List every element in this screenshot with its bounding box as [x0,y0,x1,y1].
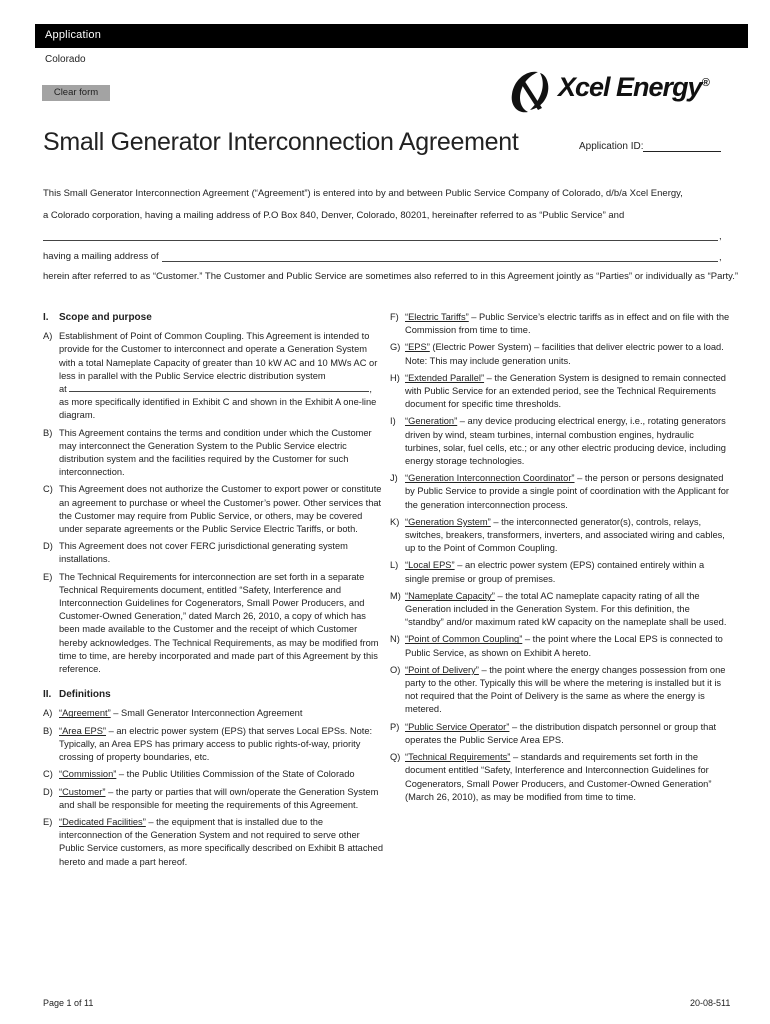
mailing-address-label: having a mailing address of [43,251,159,262]
definition-item [43,707,383,720]
item-label: G) [390,342,401,353]
definition-body: – Small Generator Interconnection Agreement [110,708,303,719]
definition-text [405,372,730,412]
left-column [43,311,383,873]
defined-term: “Generation” [405,416,458,427]
item-label: C) [43,769,53,780]
definition-text [405,751,730,804]
item-label: L) [390,560,399,571]
list-item [43,540,383,566]
definition-body: – Public Service’s electric tariffs as in effect and on file with the Commission from time to time. [405,312,730,336]
section-1-heading: I. Scope and purpose [43,312,152,323]
xcel-swoosh-icon [508,68,554,116]
definition-body: – the Generation System is designed to remain connected with Public Service for an extended period, see the Technical Requirements document for specific time thresholds. [405,372,726,410]
definition-item [390,472,730,512]
definition-body: – the Public Utilities Commission of the State of Colorado [116,769,355,780]
section-2-heading: II. Definitions [43,689,111,701]
item-text: This Agreement does not authorize the Customer to export power or constitute an agreement to purchase or wheel the Customer’s power. Other services that the Customer may require from Public Service, or others, may be covered under separate agreements or the Public Service Electric Tariffs, or both. [59,484,382,535]
definition-text [405,559,730,585]
item-label: K) [390,516,400,527]
definition-body: (Electric Power System) – facilities that deliver electric power to a load. Note: This may include generation units. [405,342,724,366]
state-label: Colorado [45,54,86,65]
form-number: 20-08-511 [690,998,731,1008]
intro-line-2: a Colorado corporation, having a mailing address of P.O Box 840, Denver, Colorado, 80201, hereinafter referred to as “Public Service” and [43,210,625,221]
definition-item [390,633,730,659]
definition-item [390,311,730,337]
definition-body: – any device producing electrical energy, i.e., rotating generators driven by wind, steam turbines, internal combustion engines, hydraulic turbines, solar, fuel cells, etc.; or any other electric producing device, including energy storage technologies. [405,416,726,467]
definition-body: – the party or parties that will own/operate the Generation System and shall be responsible for meeting the requirements of this Agreement. [59,786,379,810]
definition-text [405,516,730,556]
definition-body: – the total AC nameplate capacity rating of all the Generation included in the Generation System. For this definition, the “standby” and/or maximum rated kW capacity on the nameplate shall be used. [405,590,727,628]
defined-term: “Commission” [59,769,117,780]
item-label: P) [390,721,400,732]
brand-name: Xcel Energy® [558,72,709,102]
defined-term: “Dedicated Facilities” [59,816,146,827]
definition-text [405,472,730,512]
item-label: D) [43,786,53,797]
defined-term: “Extended Parallel” [405,372,485,383]
item-label: E) [43,571,53,582]
clear-form-button[interactable]: Clear form [42,85,110,101]
definition-item [390,559,730,585]
definition-item [390,415,730,468]
comma: , [719,231,722,242]
list-item: A) Establishment of Point of Common Coupling. This Agreement is intended to provide for the Customer to interconnect and operate a Generation System with a total Nameplate Capacity of greater than 10 kW AC and 10 MWs AC or less in parallel with the Public Service electric distribution system at , as more specifically identified in Exhibit C and shown in the Exhibit A one-line diagram. [43,331,378,421]
item-label: A) [43,708,53,719]
application-label: Application [45,29,102,41]
defined-term: “Customer” [59,786,106,797]
definition-text [405,415,730,468]
intro-line-4: herein after referred to as “Customer.” The Customer and Public Service are sometimes also referred to in this Agreement jointly as “Parties” or individually as “Party.” [43,271,739,282]
defined-term: “EPS” [405,342,430,353]
list-item [43,427,383,480]
definition-body: – the equipment that is installed due to the interconnection of the Generation System and not required to serve other Public Service customers, as more specifically described on Exhibit B attached hereto and made a part hereof. [59,816,383,867]
item-text: This Agreement does not cover FERC jurisdictional generating system installations. [59,541,348,565]
definition-body: – standards and requirements set forth in the document entitled “Safety, Interference and Interconnection Guidelines for Cogenerators, Small Power Producers, and Customer-Owned Generation” (March 26, 2010), as may be modified from time to time. [405,752,712,802]
definition-text [405,721,730,747]
item-label: H) [390,372,400,383]
list-item [43,571,383,677]
item-label: B) [43,725,53,736]
xcel-energy-logo [508,68,728,116]
application-id-label: Application ID: [579,141,644,152]
list-item [43,483,383,536]
definition-body: – the interconnected generator(s), controls, relays, switches, breakers, transformers, inverters, and associated wiring and cables, up to the Point of Common Coupling. [405,516,725,554]
definition-body: – the distribution dispatch personnel or group that operates the Public Service Area EPS. [405,721,717,745]
item-label: Q) [390,752,401,763]
item-label: O) [390,664,401,675]
defined-term: “Electric Tariffs” [405,312,469,322]
page-title: Small Generator Interconnection Agreement [43,128,519,156]
definition-text [59,786,383,812]
customer-name-field[interactable] [43,240,718,241]
defined-term: “Generation Interconnection Coordinator” [405,473,575,484]
item-label: J) [390,473,398,484]
defined-term: “Nameplate Capacity” [405,590,495,601]
item-label: F) [390,312,399,322]
definition-body: – the point where the energy changes possession from one party to the other. Typically this will be where the metering is installed but it is not required that the Point of Delivery is the same as where the energy is metered. [405,664,726,715]
definition-text [405,664,730,717]
intro-line-1: This Small Generator Interconnection Agreement (“Agreement”) is entered into by and between Public Service Company of Colorado, d/b/a Xcel Energy, [43,188,683,199]
definition-text [405,341,730,367]
comma: , [719,252,722,263]
defined-term: “Technical Requirements” [405,752,511,763]
definition-item [390,516,730,556]
item-text: This Agreement contains the terms and condition under which the Customer may interconnect the Generation System to the Public Service electric distribution system and the facilities required by the Customer for such interconnection. [59,427,372,478]
definition-item [43,786,383,812]
definition-body: – the person or persons designated by Public Service to provide a single point of coordination with the Applicant for the generation interconnection process. [405,473,730,510]
defined-term: “Generation System” [405,516,491,527]
definition-text [59,816,383,869]
item-label: D) [43,541,53,552]
definition-item [43,768,383,781]
item-text: The Technical Requirements for interconnection are set forth in a separate Technical Requirements document, entitled “Safety, Interference and Interconnection Guidelines for Cogenerators, Small Power Producers, and Customer-Owned Generation,” dated March 26, 2010, a copy of which has been made available to the Customer and the receipt of which Customer hereby acknowledges. The Technical Requirements, as may be modified from time to time, are hereby incorporated and made part of this Agreement by this reference. [59,571,379,675]
item-label: N) [390,634,400,645]
defined-term: “Public Service Operator” [405,721,510,732]
definition-item [390,372,730,412]
definition-item [390,721,730,747]
definition-text [405,311,730,337]
defined-term: “Area EPS” [59,725,107,736]
definition-text [405,590,730,630]
page-number: Page 1 of 11 [43,998,94,1008]
item-label: C) [43,484,53,495]
right-column [390,311,730,808]
definition-text [59,725,383,765]
defined-term: “Point of Delivery” [405,664,479,675]
defined-term: “Point of Common Coupling” [405,634,523,645]
location-field[interactable] [69,383,369,392]
item-label: B) [43,427,53,438]
defined-term: “Agreement” [59,708,111,719]
mailing-address-field[interactable] [162,261,718,262]
definition-text [405,633,730,659]
item-label: I) [390,416,396,427]
definition-text [59,707,383,720]
application-header-bar [35,24,748,48]
definition-item [390,751,730,804]
item-label: M) [390,590,401,601]
application-id-field[interactable] [643,151,721,152]
definition-item [390,341,730,367]
definition-item [390,590,730,630]
definition-item [43,725,383,765]
definition-item [390,664,730,717]
definition-text [59,768,383,781]
item-label: E) [43,816,53,827]
definition-item [43,816,383,869]
definition-body: – an electric power system (EPS) contained entirely within a single premise or group of premises. [405,560,705,584]
definition-body: – the point where the Local EPS is connected to Public Service, as shown on Exhibit A hereto. [405,634,723,658]
defined-term: “Local EPS” [405,560,455,571]
definition-body: – an electric power system (EPS) that serves Local EPSs. Note: Typically, an Area EPS has primary access to public rights-of-way, priority crossing of property boundaries, etc. [59,725,373,763]
